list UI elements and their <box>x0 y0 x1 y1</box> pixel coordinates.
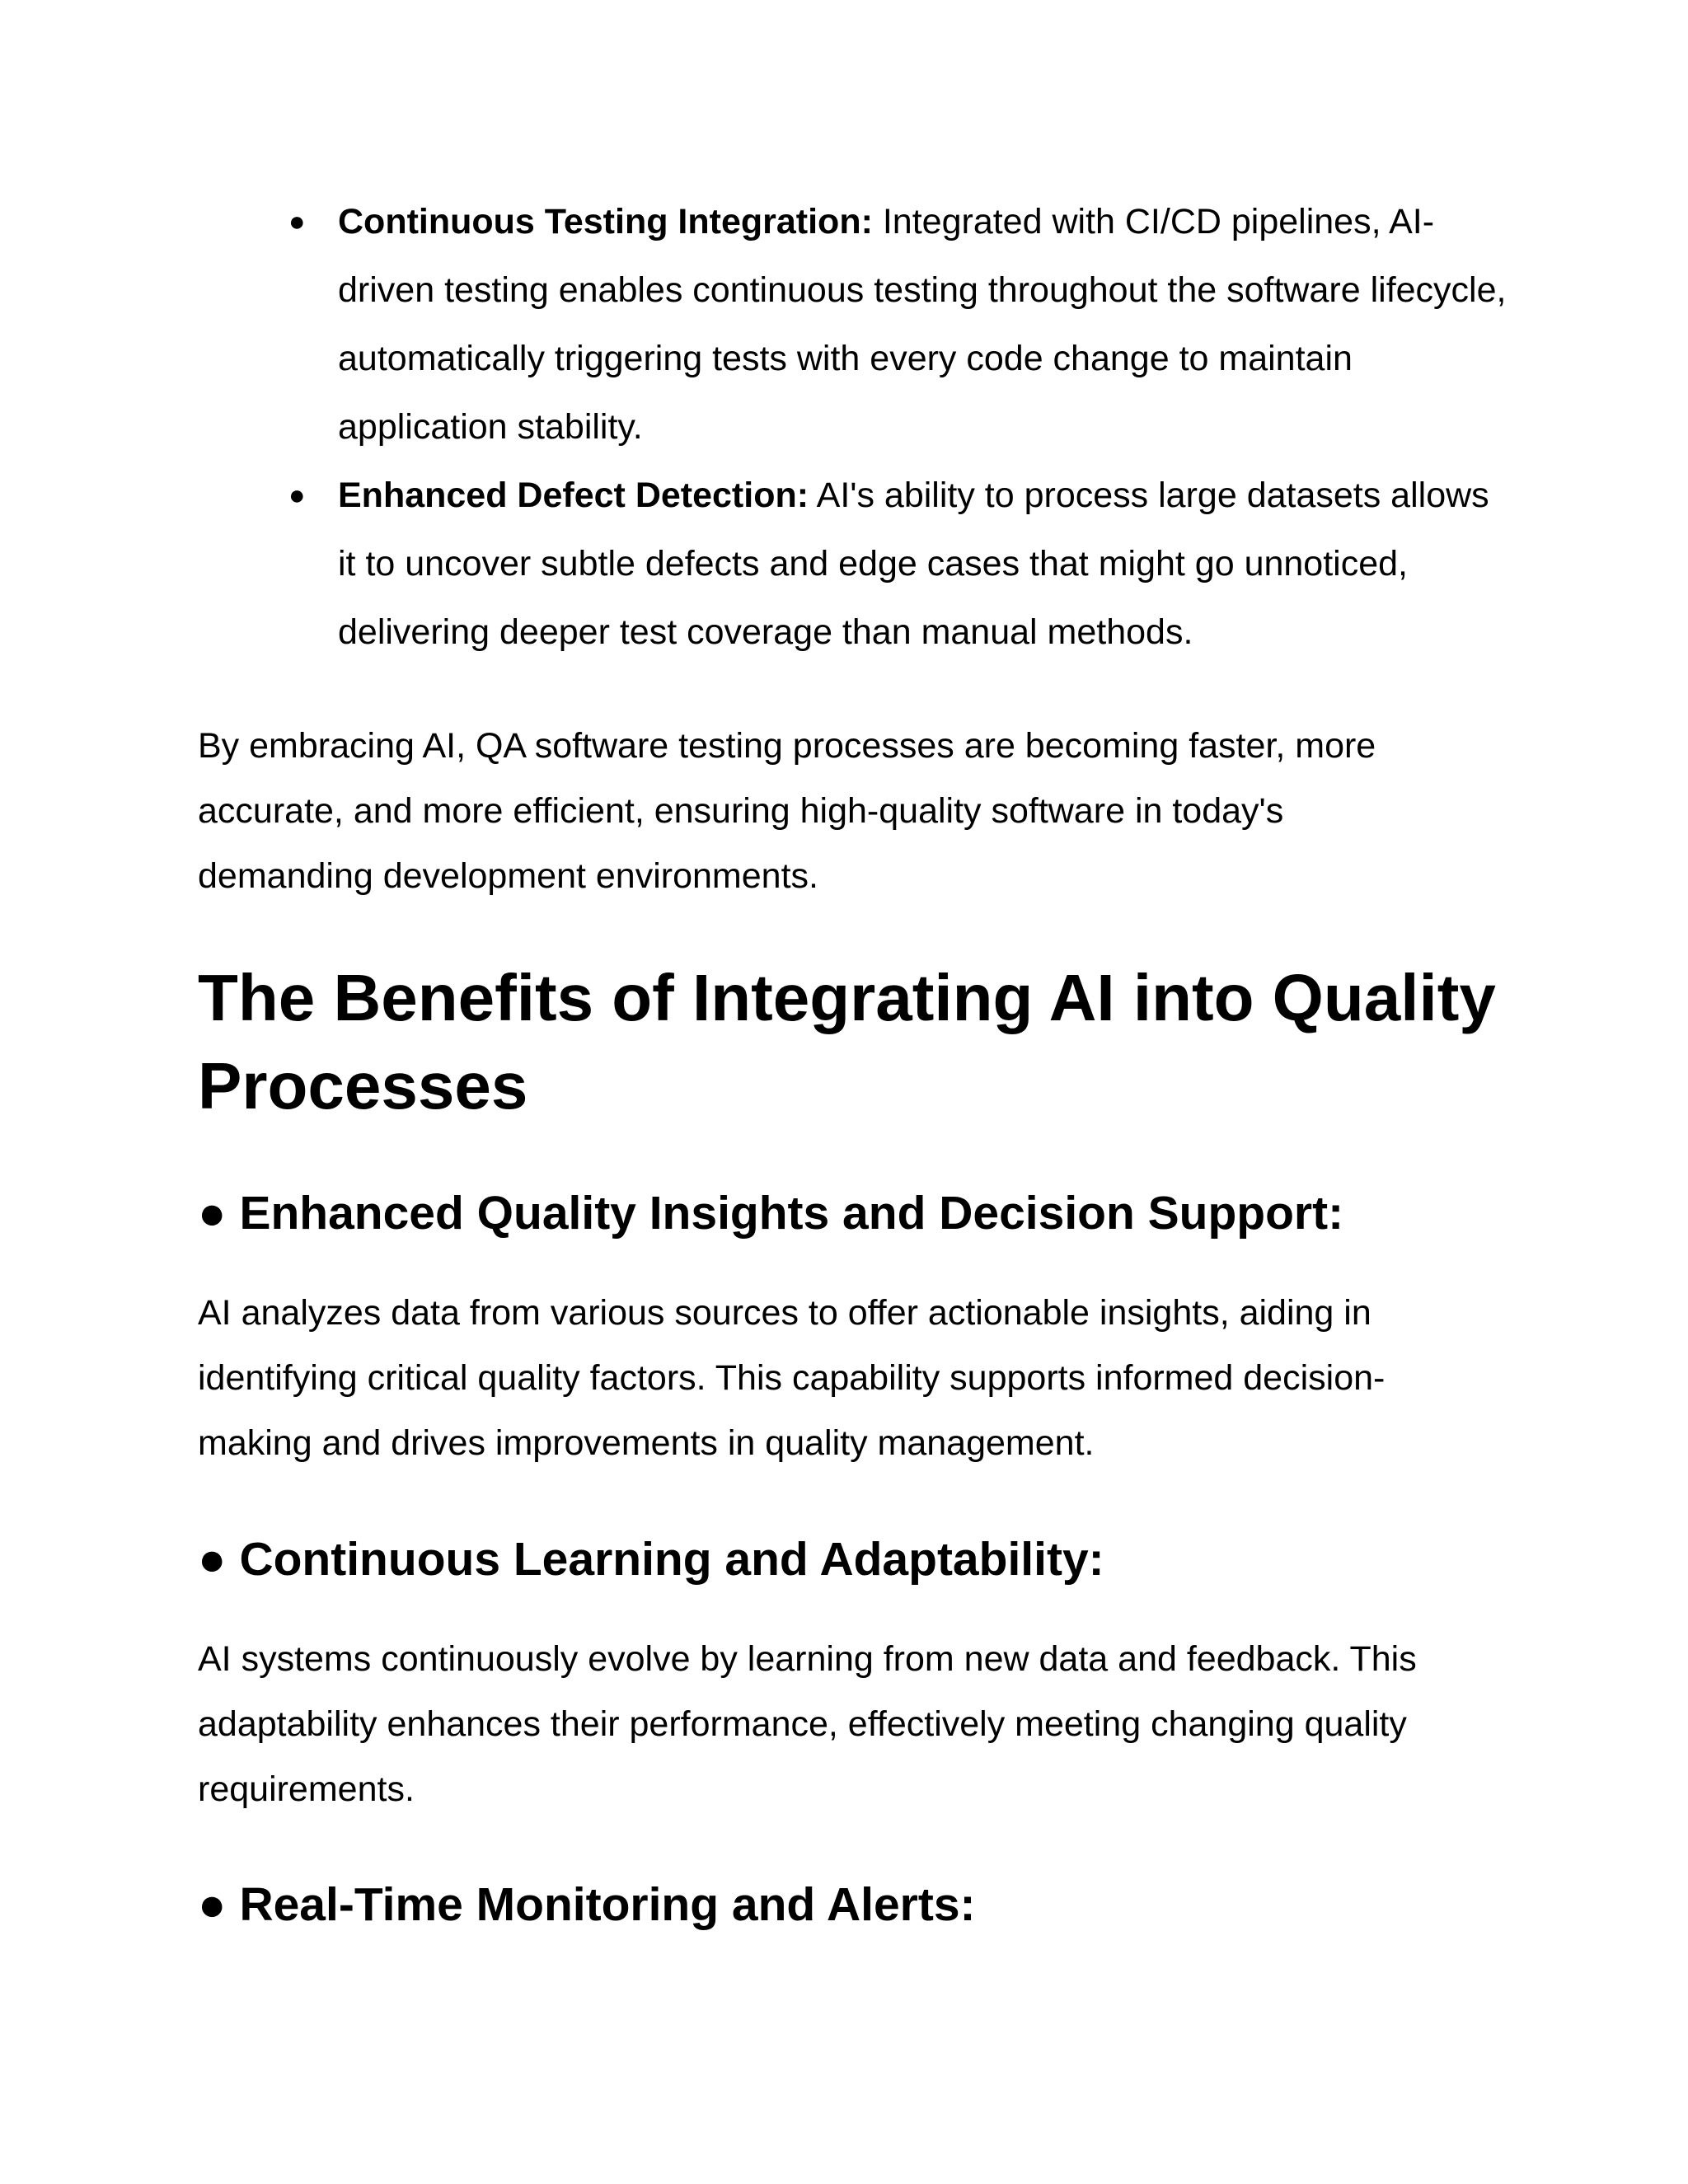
subsection-body-learning: AI systems continuously evolve by learning from new data and feedback. This adaptability enhances their performance, effectively meeting changing quality requirements. <box>198 1639 1417 1809</box>
bullet-text: AI's ability to process large datasets allows it to uncover subtle defects and edge cases that might go unnoticed, delivering deeper test coverage than manual methods. <box>338 476 1489 652</box>
bullet-title: Continuous Testing Integration: <box>338 202 873 241</box>
bullet-title: Enhanced Defect Detection: <box>338 476 809 515</box>
bullet-icon: ● <box>198 1187 227 1240</box>
bullet-icon: ● <box>198 1878 227 1931</box>
subsection-heading-learning <box>198 1530 1599 1588</box>
subsection-heading-insights <box>198 1184 1599 1242</box>
subsection-heading-text: Enhanced Quality Insights and Decision Support: <box>239 1187 1344 1240</box>
subsection-body-insights: AI analyzes data from various sources to offer actionable insights, aiding in identifying critical quality factors. This capability supports informed decision-making and drives improvements in quality management. <box>198 1293 1386 1463</box>
intro-paragraph: By embracing AI, QA software testing processes are becoming faster, more accurate, and more efficient, ensuring high-quality software in today's demanding development environments. <box>198 726 1376 896</box>
section-title: The Benefits of Integrating AI into Quality Processes <box>198 961 1496 1122</box>
bullet-icon: ● <box>288 480 306 511</box>
subsection-heading-text: Real-Time Monitoring and Alerts: <box>239 1878 976 1931</box>
subsection-heading-text: Continuous Learning and Adaptability: <box>239 1533 1104 1586</box>
bullet-item-defect-detection <box>198 462 1517 667</box>
bullet-text: Integrated with CI/CD pipelines, AI-driven testing enables continuous testing throughout the software lifecycle, automatically triggering tests with every code change to maintain application stability. <box>338 202 1507 447</box>
subsection-heading-monitoring <box>198 1876 1599 1933</box>
bullet-list <box>198 188 1517 667</box>
bullet-item-continuous-testing <box>198 188 1517 462</box>
bullet-icon: ● <box>288 206 306 237</box>
bullet-icon: ● <box>198 1533 227 1586</box>
